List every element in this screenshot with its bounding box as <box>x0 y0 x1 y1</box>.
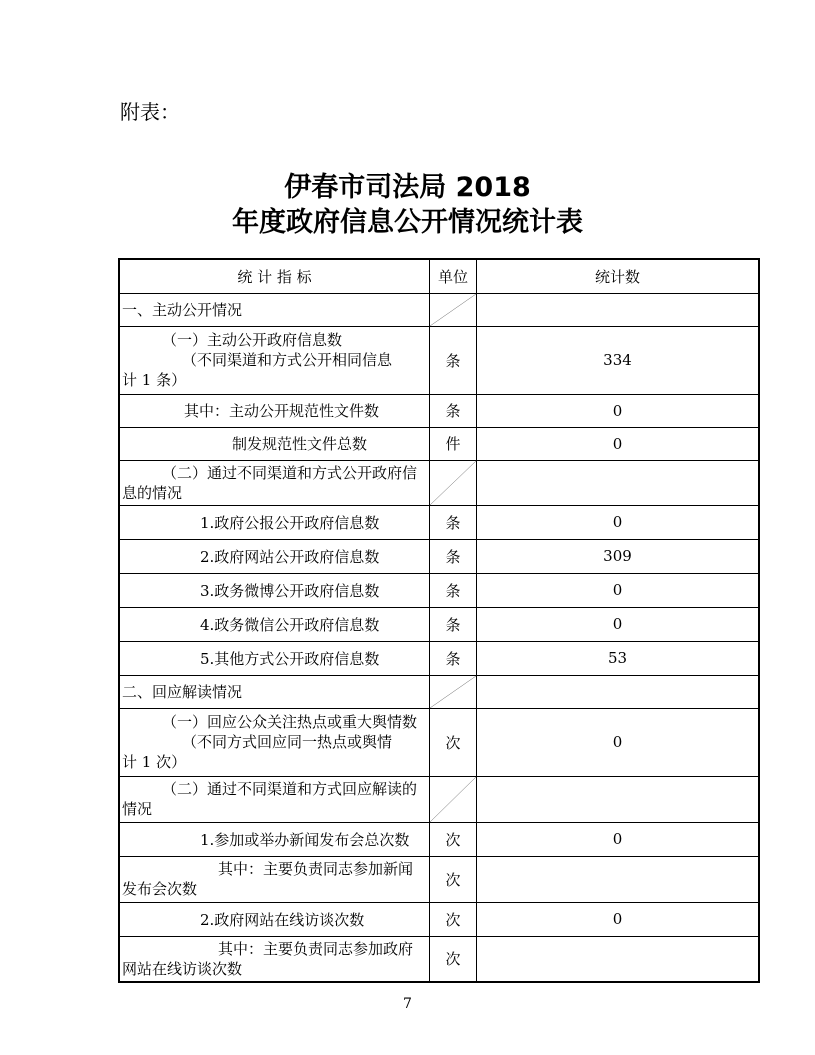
indicator-cell: 制发规范性文件总数 <box>119 427 430 460</box>
value-cell <box>477 776 760 822</box>
value-cell: 0 <box>477 822 760 856</box>
indicator-line: （一）回应公众关注热点或重大舆情数 <box>162 713 418 731</box>
indicator-line: 发布会次数 <box>122 880 198 898</box>
diagonal-cell <box>430 460 477 505</box>
appendix-label: 附表： <box>120 100 180 124</box>
table-row <box>119 822 759 856</box>
indicator-cell <box>119 326 430 394</box>
indicator-cell <box>119 856 430 902</box>
indicator-line: （二）通过不同渠道和方式公开政府信 <box>162 463 418 482</box>
table-row <box>119 675 759 708</box>
value-cell: 334 <box>477 326 760 394</box>
unit-cell: 次 <box>430 822 477 856</box>
table-row <box>119 460 759 505</box>
indicator-line: （二）通过不同渠道和方式回应解读的 <box>162 780 418 798</box>
value-cell <box>477 936 760 982</box>
value-cell <box>477 293 760 326</box>
unit-cell: 次 <box>430 856 477 902</box>
indicator-line: （不同渠道和方式公开相同信息 <box>182 351 393 369</box>
indicator-cell <box>119 708 430 776</box>
indicator-line: 计 1 条） <box>122 371 187 389</box>
value-cell: 0 <box>477 573 760 607</box>
indicator-cell: 4.政务微信公开政府信息数 <box>119 607 430 641</box>
table-row <box>119 326 759 394</box>
value-cell <box>477 675 760 708</box>
table-row <box>119 708 759 776</box>
table-row <box>119 539 759 573</box>
unit-cell: 次 <box>430 708 477 776</box>
table-row <box>119 936 759 982</box>
section-heading: 二、回应解读情况 <box>119 675 430 708</box>
table-row <box>119 902 759 936</box>
table-row <box>119 573 759 607</box>
table-row <box>119 607 759 641</box>
indicator-line: 情况 <box>122 800 153 818</box>
table-row <box>119 641 759 675</box>
indicator-cell <box>119 936 430 982</box>
value-cell: 309 <box>477 539 760 573</box>
indicator-line: （不同方式回应同一热点或舆情 <box>182 733 393 751</box>
value-cell: 0 <box>477 427 760 460</box>
unit-cell: 次 <box>430 936 477 982</box>
indicator-cell: 1.政府公报公开政府信息数 <box>119 505 430 539</box>
statistics-table <box>118 258 760 983</box>
unit-cell: 条 <box>430 641 477 675</box>
indicator-cell <box>119 776 430 822</box>
header-unit: 单位 <box>430 259 477 293</box>
indicator-line: 网站在线访谈次数 <box>122 959 243 978</box>
indicator-line: 计 1 次） <box>122 753 187 771</box>
value-cell: 0 <box>477 902 760 936</box>
diagonal-cell <box>430 675 477 708</box>
unit-cell: 条 <box>430 573 477 607</box>
value-cell: 0 <box>477 394 760 427</box>
table-row <box>119 856 759 902</box>
header-indicator: 统 计 指 标 <box>119 259 430 293</box>
indicator-cell: 2.政府网站在线访谈次数 <box>119 902 430 936</box>
indicator-cell: 其中：主动公开规范性文件数 <box>119 394 430 427</box>
value-cell: 53 <box>477 641 760 675</box>
title-line-2: 年度政府信息公开情况统计表 <box>232 207 583 238</box>
indicator-cell: 5.其他方式公开政府信息数 <box>119 641 430 675</box>
unit-cell: 次 <box>430 902 477 936</box>
indicator-cell <box>119 460 430 505</box>
unit-cell: 条 <box>430 539 477 573</box>
title-line-1: 伊春市司法局 2018 <box>284 172 531 203</box>
section-heading: 一、主动公开情况 <box>119 293 430 326</box>
unit-cell: 条 <box>430 394 477 427</box>
indicator-line: （一）主动公开政府信息数 <box>162 331 343 349</box>
header-value: 统计数 <box>477 259 760 293</box>
value-cell <box>477 460 760 505</box>
table-row <box>119 505 759 539</box>
unit-cell: 条 <box>430 607 477 641</box>
unit-cell: 条 <box>430 326 477 394</box>
table-row <box>119 293 759 326</box>
unit-cell: 件 <box>430 427 477 460</box>
diagonal-cell <box>430 293 477 326</box>
unit-cell: 条 <box>430 505 477 539</box>
table-row <box>119 427 759 460</box>
table-header-row <box>119 259 759 293</box>
indicator-line: 其中：主要负责同志参加政府 <box>218 939 414 958</box>
value-cell: 0 <box>477 708 760 776</box>
diagonal-cell <box>430 776 477 822</box>
table-row <box>119 776 759 822</box>
indicator-cell: 2.政府网站公开政府信息数 <box>119 539 430 573</box>
table-row <box>119 394 759 427</box>
page-number: 7 <box>403 996 412 1012</box>
indicator-cell: 3.政务微博公开政府信息数 <box>119 573 430 607</box>
value-cell <box>477 856 760 902</box>
value-cell: 0 <box>477 607 760 641</box>
value-cell: 0 <box>477 505 760 539</box>
indicator-line: 其中：主要负责同志参加新闻 <box>218 860 414 878</box>
indicator-cell: 1.参加或举办新闻发布会总次数 <box>119 822 430 856</box>
indicator-line: 息的情况 <box>122 483 183 502</box>
